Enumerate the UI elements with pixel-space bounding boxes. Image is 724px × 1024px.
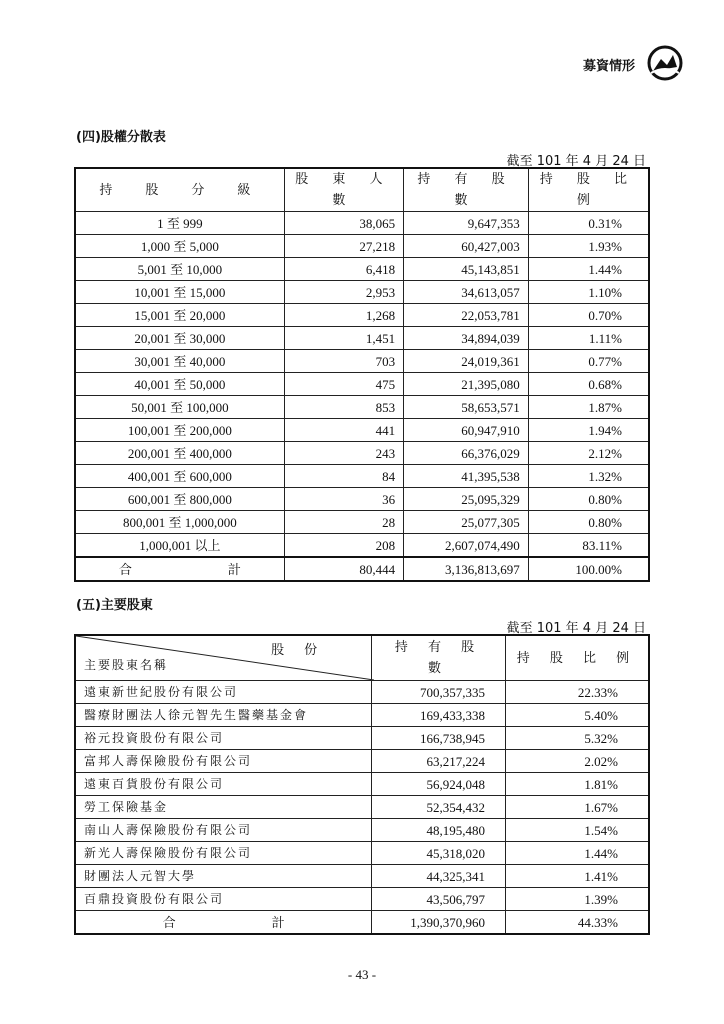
shares-held: 41,395,538 xyxy=(404,465,529,488)
shareholding-range: 200,001 至 400,000 xyxy=(75,442,284,465)
total-shares: 1,390,370,960 xyxy=(372,911,506,935)
table-row xyxy=(75,465,649,488)
table-row xyxy=(75,396,649,419)
shares-held: 169,433,338 xyxy=(372,704,506,727)
holding-percentage: 1.93% xyxy=(528,235,649,258)
shareholding-range: 600,001 至 800,000 xyxy=(75,488,284,511)
shareholder-name: 百鼎投資股份有限公司 xyxy=(75,888,372,911)
holder-count: 853 xyxy=(284,396,403,419)
holding-percentage: 2.02% xyxy=(505,750,649,773)
shareholding-range: 20,001 至 30,000 xyxy=(75,327,284,350)
shareholder-name: 新光人壽保險股份有限公司 xyxy=(75,842,372,865)
column-header: 持 有 股 數 xyxy=(372,635,506,681)
holding-percentage: 5.40% xyxy=(505,704,649,727)
shareholder-name: 裕元投資股份有限公司 xyxy=(75,727,372,750)
shares-held: 34,894,039 xyxy=(404,327,529,350)
holding-percentage: 0.68% xyxy=(528,373,649,396)
holder-count: 1,451 xyxy=(284,327,403,350)
table-row xyxy=(75,842,649,865)
shares-held: 21,395,080 xyxy=(404,373,529,396)
shareholding-range: 1,000,001 以上 xyxy=(75,534,284,558)
holder-count: 27,218 xyxy=(284,235,403,258)
holder-count: 36 xyxy=(284,488,403,511)
holding-percentage: 1.94% xyxy=(528,419,649,442)
logo-icon xyxy=(647,45,683,81)
holder-count: 441 xyxy=(284,419,403,442)
shareholder-name: 遠東新世紀股份有限公司 xyxy=(75,681,372,704)
holding-percentage: 0.70% xyxy=(528,304,649,327)
holder-count: 475 xyxy=(284,373,403,396)
holding-percentage: 1.39% xyxy=(505,888,649,911)
section-title-distribution: (四)股權分散表 xyxy=(76,130,166,145)
date-note-distribution: 截至 101 年 4 月 24 日 xyxy=(506,154,646,169)
holder-count: 208 xyxy=(284,534,403,558)
shareholding-range: 40,001 至 50,000 xyxy=(75,373,284,396)
column-header: 持 股 分 級 xyxy=(75,168,284,212)
shareholding-range: 15,001 至 20,000 xyxy=(75,304,284,327)
table-row xyxy=(75,373,649,396)
shares-held: 45,318,020 xyxy=(372,842,506,865)
shares-held: 166,738,945 xyxy=(372,727,506,750)
total-percentage: 44.33% xyxy=(505,911,649,935)
major-shareholders-table xyxy=(74,634,650,935)
shareholder-name: 財團法人元智大學 xyxy=(75,865,372,888)
holder-count: 703 xyxy=(284,350,403,373)
table-row xyxy=(75,350,649,373)
holding-percentage: 83.11% xyxy=(528,534,649,558)
holding-percentage: 0.31% xyxy=(528,212,649,235)
shares-held: 34,613,057 xyxy=(404,281,529,304)
shares-held: 24,019,361 xyxy=(404,350,529,373)
shareholding-range: 1,000 至 5,000 xyxy=(75,235,284,258)
total-percentage: 100.00% xyxy=(528,557,649,581)
shares-held: 66,376,029 xyxy=(404,442,529,465)
holding-percentage: 22.33% xyxy=(505,681,649,704)
holder-count: 84 xyxy=(284,465,403,488)
holding-percentage: 1.87% xyxy=(528,396,649,419)
shareholding-range: 50,001 至 100,000 xyxy=(75,396,284,419)
shareholder-name: 南山人壽保險股份有限公司 xyxy=(75,819,372,842)
table-row xyxy=(75,304,649,327)
header-top-label: 股份 xyxy=(271,643,338,658)
shares-held: 52,354,432 xyxy=(372,796,506,819)
holding-percentage: 2.12% xyxy=(528,442,649,465)
column-header: 股 東 人 數 xyxy=(284,168,403,212)
shareholding-range: 10,001 至 15,000 xyxy=(75,281,284,304)
shares-held: 58,653,571 xyxy=(404,396,529,419)
table-row xyxy=(75,235,649,258)
shareholding-range: 1 至 999 xyxy=(75,212,284,235)
holding-percentage: 1.54% xyxy=(505,819,649,842)
header-label: 募資情形 xyxy=(583,59,636,74)
total-holders: 80,444 xyxy=(284,557,403,581)
shareholding-range: 5,001 至 10,000 xyxy=(75,258,284,281)
holding-percentage: 0.80% xyxy=(528,488,649,511)
shares-held: 2,607,074,490 xyxy=(404,534,529,558)
table-row xyxy=(75,258,649,281)
shares-held: 9,647,353 xyxy=(404,212,529,235)
holding-percentage: 1.41% xyxy=(505,865,649,888)
total-label: 合 計 xyxy=(75,557,284,581)
holding-percentage: 1.32% xyxy=(528,465,649,488)
table-row xyxy=(75,773,649,796)
holding-percentage: 1.81% xyxy=(505,773,649,796)
shares-held: 43,506,797 xyxy=(372,888,506,911)
shares-held: 25,095,329 xyxy=(404,488,529,511)
shares-held: 56,924,048 xyxy=(372,773,506,796)
holder-count: 38,065 xyxy=(284,212,403,235)
shares-held: 22,053,781 xyxy=(404,304,529,327)
table-row xyxy=(75,865,649,888)
table-row xyxy=(75,750,649,773)
table-row xyxy=(75,327,649,350)
table-row xyxy=(75,419,649,442)
table-row xyxy=(75,796,649,819)
table-row xyxy=(75,727,649,750)
table-header-row xyxy=(75,168,649,212)
table-row xyxy=(75,442,649,465)
holder-count: 28 xyxy=(284,511,403,534)
total-row xyxy=(75,911,649,935)
shares-held: 63,217,224 xyxy=(372,750,506,773)
column-header: 持 股 比 例 xyxy=(505,635,649,681)
holding-percentage: 5.32% xyxy=(505,727,649,750)
shares-held: 48,195,480 xyxy=(372,819,506,842)
table-row xyxy=(75,888,649,911)
shares-held: 44,325,341 xyxy=(372,865,506,888)
table-header-row xyxy=(75,635,649,681)
table-row xyxy=(75,511,649,534)
holder-count: 6,418 xyxy=(284,258,403,281)
shareholder-name: 勞工保險基金 xyxy=(75,796,372,819)
table-row xyxy=(75,704,649,727)
holding-percentage: 1.44% xyxy=(505,842,649,865)
shares-held: 25,077,305 xyxy=(404,511,529,534)
shareholder-name: 遠東百貨股份有限公司 xyxy=(75,773,372,796)
total-shares: 3,136,813,697 xyxy=(404,557,529,581)
table-row xyxy=(75,681,649,704)
shareholding-range: 30,001 至 40,000 xyxy=(75,350,284,373)
holder-count: 2,953 xyxy=(284,281,403,304)
column-header: 持 股 比 例 xyxy=(528,168,649,212)
shareholding-range: 800,001 至 1,000,000 xyxy=(75,511,284,534)
shareholding-distribution-table xyxy=(74,167,650,582)
total-row xyxy=(75,557,649,581)
holder-count: 1,268 xyxy=(284,304,403,327)
table-row xyxy=(75,819,649,842)
shareholder-name: 富邦人壽保險股份有限公司 xyxy=(75,750,372,773)
holding-percentage: 1.44% xyxy=(528,258,649,281)
section-title-major-shareholders: (五)主要股東 xyxy=(76,598,153,613)
header-bottom-label: 主要股東名稱 xyxy=(84,658,169,672)
shareholding-range: 100,001 至 200,000 xyxy=(75,419,284,442)
holding-percentage: 0.80% xyxy=(528,511,649,534)
table-row xyxy=(75,534,649,558)
table-row xyxy=(75,281,649,304)
holding-percentage: 0.77% xyxy=(528,350,649,373)
date-note-major-shareholders: 截至 101 年 4 月 24 日 xyxy=(506,621,646,636)
page-number: - 43 - xyxy=(347,967,377,982)
diagonal-header-cell xyxy=(75,635,372,681)
shareholding-range: 400,001 至 600,000 xyxy=(75,465,284,488)
table-row xyxy=(75,212,649,235)
shareholder-name: 醫療財團法人徐元智先生醫藥基金會 xyxy=(75,704,372,727)
holder-count: 243 xyxy=(284,442,403,465)
table-row xyxy=(75,488,649,511)
shares-held: 700,357,335 xyxy=(372,681,506,704)
shares-held: 60,947,910 xyxy=(404,419,529,442)
holding-percentage: 1.10% xyxy=(528,281,649,304)
column-header: 持 有 股 數 xyxy=(404,168,529,212)
total-label: 合 計 xyxy=(75,911,372,935)
shares-held: 60,427,003 xyxy=(404,235,529,258)
holding-percentage: 1.67% xyxy=(505,796,649,819)
shares-held: 45,143,851 xyxy=(404,258,529,281)
holding-percentage: 1.11% xyxy=(528,327,649,350)
